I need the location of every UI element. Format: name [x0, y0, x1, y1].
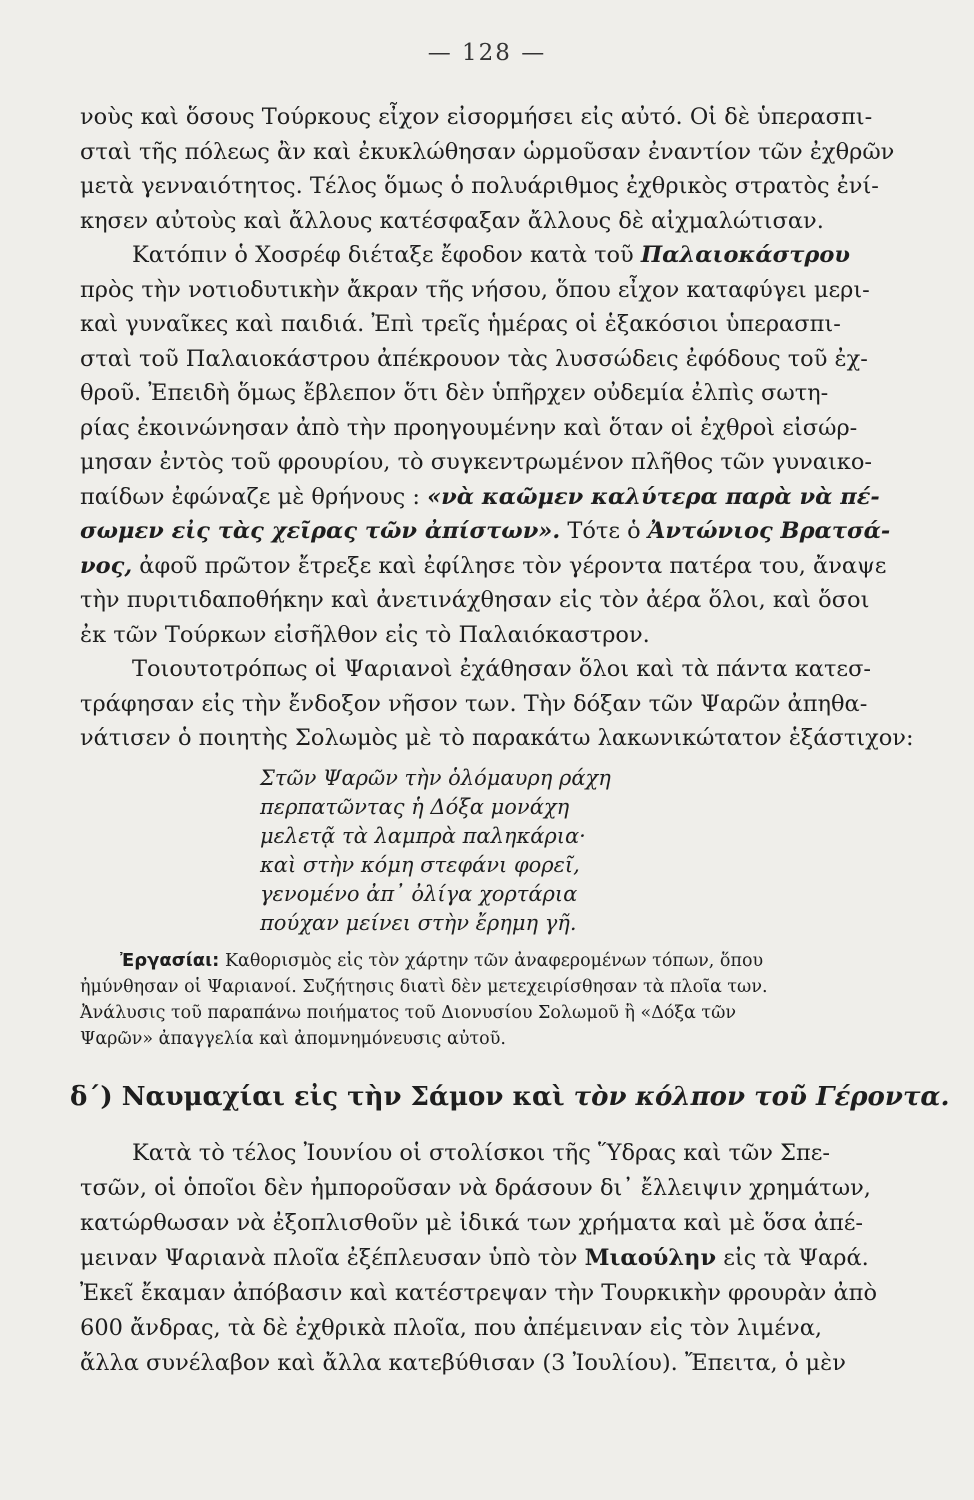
- poem-line: γενομένο ἀπ᾽ ὀλίγα χορτάρια: [260, 881, 578, 906]
- person-name-emphasis: νος,: [80, 552, 133, 579]
- paragraph-1: [80, 100, 895, 238]
- text-line: Ἀνάλυσις τοῦ παραπάνω ποιήματος τοῦ Διονυσίου Σολωμοῦ ἢ «Δόξα τῶν: [80, 1002, 736, 1023]
- text-run: Τότε ὁ: [560, 518, 648, 544]
- text-line: σταὶ τῆς πόλεως ἂν καὶ ἐκυκλώθησαν ὡρμοῦσαν ἐναντίον τῶν ἐχθρῶν: [80, 138, 895, 165]
- poem-line: πούχαν μείνει στὴν ἔρημη γῆ.: [260, 910, 577, 935]
- person-name-bold: Μιαούλην: [584, 1244, 717, 1271]
- text-line: Κατὰ τὸ τέλος Ἰουνίου οἱ στολίσκοι τῆς Ὕδρας καὶ τῶν Σπε-: [132, 1139, 831, 1166]
- text-line: καὶ γυναῖκες καὶ παιδιά. Ἐπὶ τρεῖς ἡμέρας οἱ ἑξακόσιοι ὑπερασπι-: [80, 311, 841, 337]
- text-line: μησαν ἐντὸς τοῦ φρουρίου, τὸ συγκεντρωμένον πλῆθος τῶν γυναικο-: [80, 449, 873, 475]
- text-line: 600 ἄνδρας, τὰ δὲ ἐχθρικὰ πλοῖα, που ἀπέμειναν εἰς τὸν λιμένα,: [80, 1314, 823, 1341]
- heading-part: δ´) Ναυμαχίαι εἰς τὴν Σάμον καὶ: [70, 1081, 574, 1112]
- quote-emphasis: σωμεν εἰς τὰς χεῖρας τῶν ἀπίστων».: [80, 518, 561, 544]
- text-run: Καθορισμὸς εἰς τὸν χάρτην τῶν ἀναφερομένων τόπων, ὅπου: [219, 950, 764, 971]
- text-line: τσῶν, οἱ ὁποῖοι δὲν ἠμποροῦσαν νὰ δράσουν δι᾽ ἔλλειψιν χρημάτων,: [80, 1174, 871, 1201]
- text-line: θροῦ. Ἐπειδὴ ὅμως ἔβλεπον ὅτι δὲν ὑπῆρχεν οὐδεμία ἐλπὶς σωτη-: [80, 380, 829, 406]
- text-line: [80, 549, 887, 584]
- page-body: [70, 100, 950, 1381]
- text-line: τὴν πυριτιδαποθήκην καὶ ἀνετινάχθησαν εἰς τὸν ἀέρα ὅλοι, καὶ ὅσοι: [80, 587, 870, 613]
- text-line: [80, 514, 891, 549]
- text-line: [80, 948, 880, 974]
- paragraph-2: [80, 238, 891, 652]
- text-line: Ψαρῶν» ἀπαγγελία καὶ ἀπομνημόνευσις αὐτοῦ.: [80, 1028, 506, 1049]
- text-line: κατώρθωσαν νὰ ἐξοπλισθοῦν μὲ ἰδικά των χρήματα καὶ μὲ ὅσα ἀπέ-: [80, 1209, 864, 1236]
- text-line: [80, 1241, 880, 1276]
- text-run: μειναν Ψαριανὰ πλοῖα ἐξέπλευσαν ὑπὸ τὸν: [80, 1244, 585, 1271]
- paragraph-4: [80, 1136, 880, 1381]
- exercises-label: Ἐργασίαι:: [120, 949, 220, 971]
- poem: [260, 764, 880, 938]
- text-line: ἠμύνθησαν οἱ Ψαριανοί. Συζήτησις διατὶ δὲν μετεχειρίσθησαν τὰ πλοῖα των.: [80, 976, 768, 997]
- place-name-emphasis: Παλαιοκάστρου: [640, 242, 850, 268]
- text-run: ἀφοῦ πρῶτον ἔτρεξε καὶ ἐφίλησε τὸν γέροντα πατέρα του, ἄναψε: [132, 552, 887, 579]
- person-name-emphasis: Ἀντώνιος Βρατσά-: [647, 518, 891, 544]
- text-line: σταὶ τοῦ Παλαιοκάστρου ἀπέκρουον τὰς λυσσώδεις ἐφόδους τοῦ ἐχ-: [80, 345, 868, 372]
- text-line: κησεν αὐτοὺς καὶ ἄλλους κατέσφαξαν ἄλλους δὲ αἰχμαλώτισαν.: [80, 207, 824, 234]
- text-run: παίδων ἐφώναζε μὲ θρήνους :: [80, 483, 428, 510]
- text-line: νάτισεν ὁ ποιητὴς Σολωμὸς μὲ τὸ παρακάτω λακωνικώτατον ἑξάστιχον:: [80, 725, 914, 751]
- section-heading: [70, 1081, 950, 1112]
- page-number: — 128 —: [427, 40, 547, 66]
- poem-line: καὶ στὴν κόμη στεφάνι φορεῖ,: [260, 852, 580, 877]
- text-line: ἄλλα συνέλαβον καὶ ἄλλα κατεβύθισαν (3 Ἰουλίου). Ἔπειτα, ὁ μὲν: [80, 1349, 846, 1376]
- text-run: εἰς τὰ Ψαρά.: [716, 1244, 869, 1271]
- quote-emphasis: «νὰ καῶμεν καλύτερα παρὰ νὰ πέ-: [427, 483, 880, 510]
- text-line: ρίας ἐκοινώνησαν ἀπὸ τὴν προηγουμένην καὶ ὅταν οἱ ἐχθροὶ εἰσώρ-: [80, 414, 858, 441]
- poem-line: Στῶν Ψαρῶν τὴν ὁλόμαυρη ράχη: [260, 765, 611, 790]
- exercises-note: [80, 948, 880, 1052]
- text-line: ἐκ τῶν Τούρκων εἰσῆλθον εἰς τὸ Παλαιόκαστρον.: [80, 621, 650, 648]
- text-line: Ἐκεῖ ἔκαμαν ἀπόβασιν καὶ κατέστρεψαν τὴν Τουρκικὴν φρουρὰν ἀπὸ: [80, 1279, 878, 1306]
- poem-line: περπατῶντας ἡ Δόξα μονάχη: [260, 794, 570, 819]
- text-line: [80, 238, 880, 273]
- poem-line: μελετᾷ τὰ λαμπρὰ παληκάρια·: [260, 823, 586, 848]
- text-line: Τοιουτοτρόπως οἱ Ψαριανοὶ ἐχάθησαν ὅλοι καὶ τὰ πάντα κατεσ-: [132, 656, 872, 682]
- text-line: νοὺς καὶ ὅσους Τούρκους εἶχον εἰσορμήσει εἰς αὐτό. Οἱ δὲ ὑπερασπι-: [80, 104, 873, 130]
- text-line: μετὰ γενναιότητος. Τέλος ὅμως ὁ πολυάριθμος ἐχθρικὸς στρατὸς ἐνί-: [80, 173, 879, 199]
- text-line: [80, 480, 880, 515]
- paragraph-3: [80, 652, 914, 756]
- text-line: πρὸς τὴν νοτιοδυτικὴν ἄκραν τῆς νήσου, ὅπου εἶχον καταφύγει μερι-: [80, 276, 870, 303]
- text-line: τράφησαν εἰς τὴν ἔνδοξον νῆσον των. Τὴν δόξαν τῶν Ψαρῶν ἀπηθα-: [80, 690, 868, 717]
- heading-part-italic: τὸν κόλπον τοῦ Γέροντα.: [573, 1081, 950, 1112]
- text-run: Κατόπιν ὁ Χοσρέφ διέταξε ἔφοδον κατὰ τοῦ: [132, 242, 641, 268]
